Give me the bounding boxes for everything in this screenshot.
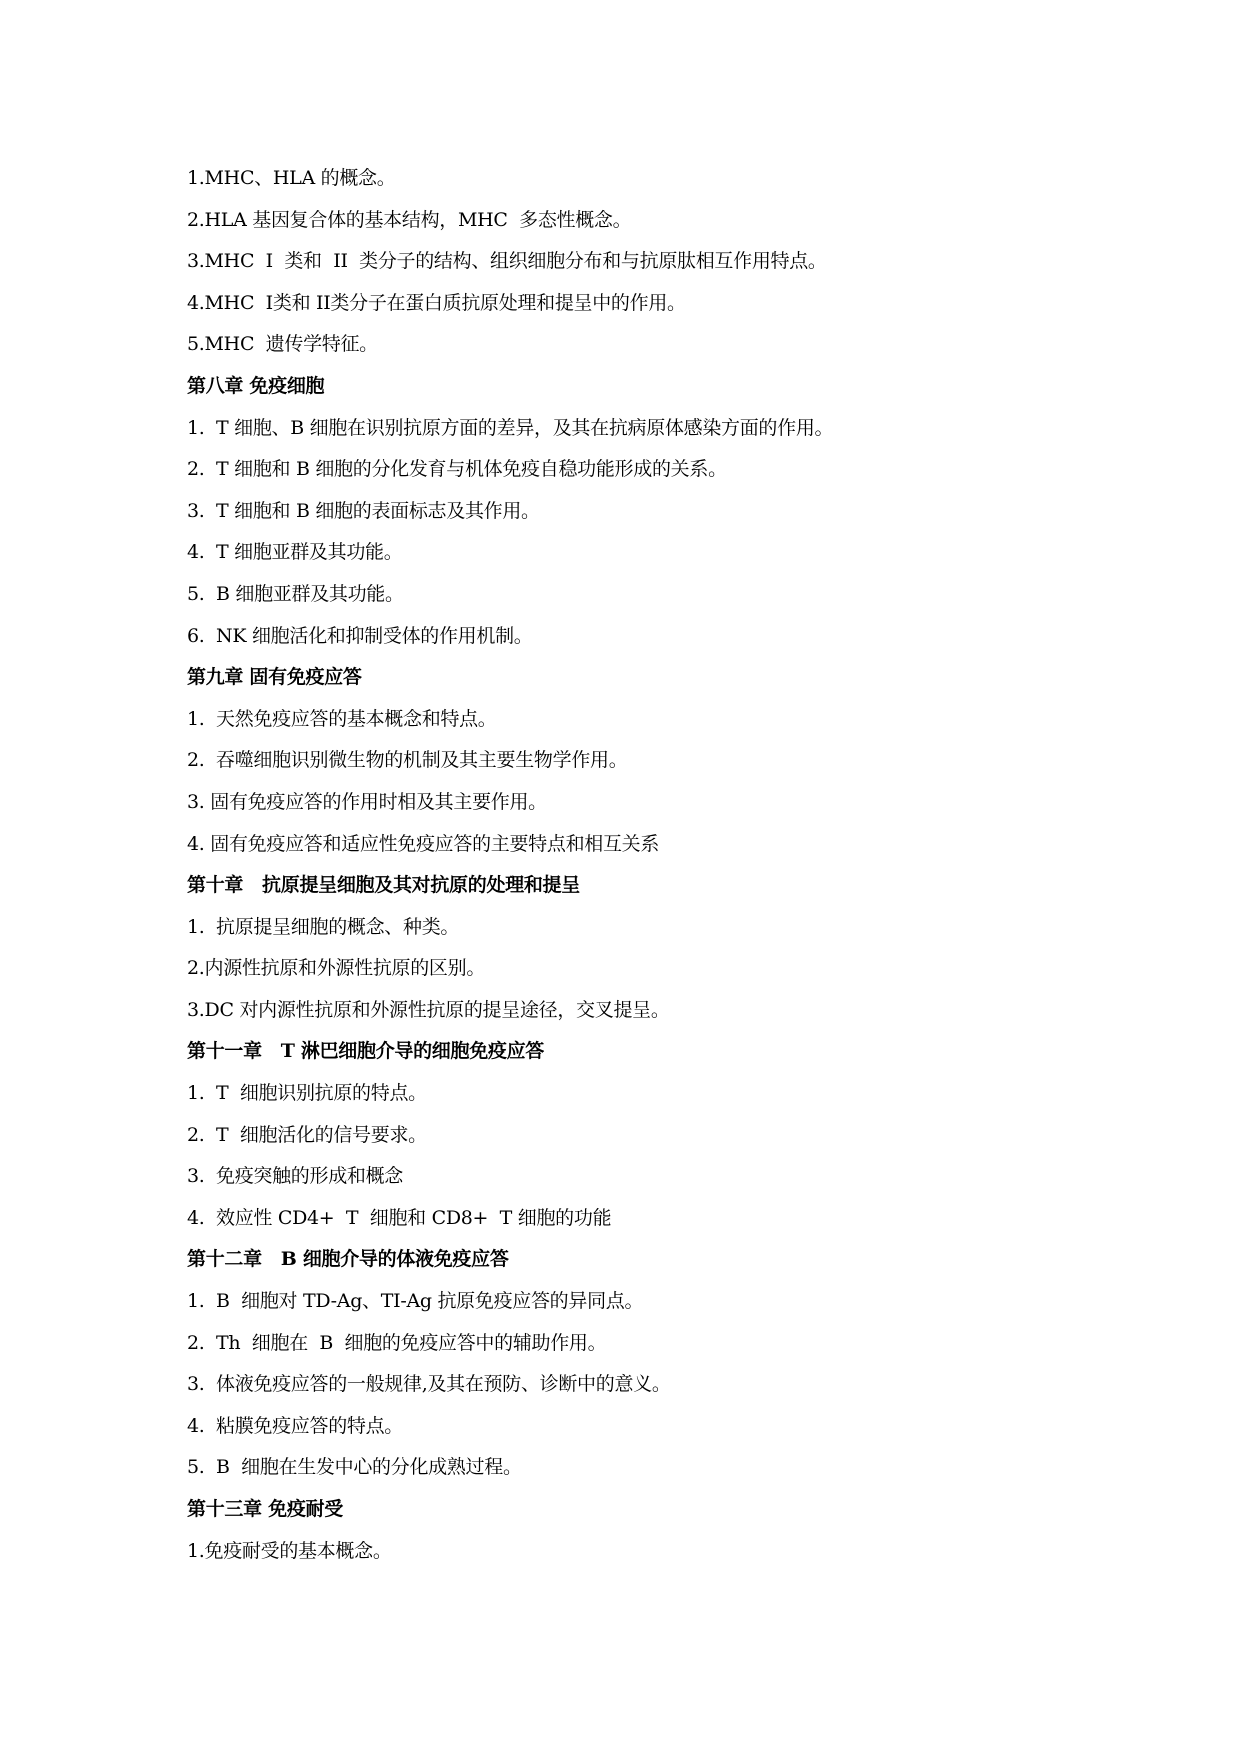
list-item: 1. T 细胞识别抗原的特点。 [187,1082,427,1105]
document-body [187,163,1147,1577]
list-item: 3. 免疫突触的形成和概念 [187,1165,404,1188]
list-item: 4. 粘膜免疫应答的特点。 [187,1414,404,1437]
list-item: 4. 效应性 CD4+ T 细胞和 CD8+ T 细胞的功能 [187,1206,612,1229]
list-item: 5. B 细胞在生发中心的分化成熟过程。 [187,1456,522,1479]
list-item: 1. 天然免疫应答的基本概念和特点。 [187,707,497,730]
list-item: 1.免疫耐受的基本概念。 [187,1539,392,1562]
chapter-heading: 第十章 抗原提呈细胞及其对抗原的处理和提呈 [187,874,580,897]
list-item: 2. T 细胞和 B 细胞的分化发育与机体免疫自稳功能形成的关系。 [187,458,727,481]
list-item: 2.内源性抗原和外源性抗原的区别。 [187,957,486,980]
list-item: 3.DC 对内源性抗原和外源性抗原的提呈途径，交叉提呈。 [187,998,670,1021]
list-item: 4. T 细胞亚群及其功能。 [187,541,403,564]
list-item: 3. T 细胞和 B 细胞的表面标志及其作用。 [187,499,540,522]
list-item: 4. 固有免疫应答和适应性免疫应答的主要特点和相互关系 [187,832,660,855]
list-item: 2. T 细胞活化的信号要求。 [187,1123,427,1146]
chapter-heading: 第十一章 T 淋巴细胞介导的细胞免疫应答 [187,1040,544,1063]
list-item: 2. Th 细胞在 B 细胞的免疫应答中的辅助作用。 [187,1331,607,1354]
list-item: 1. 抗原提呈细胞的概念、种类。 [187,915,460,938]
chapter-heading: 第九章 固有免疫应答 [187,666,362,689]
chapter-heading: 第十三章 免疫耐受 [187,1498,343,1520]
list-item: 3. 固有免疫应答的作用时相及其主要作用。 [187,790,547,813]
list-item: 2.HLA 基因复合体的基本结构，MHC 多态性概念。 [187,208,632,231]
list-item: 3.MHC I 类和 II 类分子的结构、组织细胞分布和与抗原肽相互作用特点。 [187,250,827,273]
list-item: 4.MHC I类和 II类分子在蛋白质抗原处理和提呈中的作用。 [187,291,686,314]
list-item: 1.MHC、HLA 的概念。 [187,167,396,189]
list-item: 6. NK 细胞活化和抑制受体的作用机制。 [187,624,533,647]
list-item: 3. 体液免疫应答的一般规律,及其在预防、诊断中的意义。 [187,1373,671,1396]
list-item: 5.MHC 遗传学特征。 [187,333,378,356]
list-item: 5. B 细胞亚群及其功能。 [187,582,404,605]
chapter-heading: 第八章 免疫细胞 [187,374,325,397]
list-item: 1. B 细胞对 TD-Ag、TI-Ag 抗原免疫应答的异同点。 [187,1290,644,1313]
list-item: 2. 吞噬细胞识别微生物的机制及其主要生物学作用。 [187,749,628,772]
chapter-heading: 第十二章 B 细胞介导的体液免疫应答 [187,1248,509,1271]
list-item: 1. T 细胞、B 细胞在识别抗原方面的差异，及其在抗病原体感染方面的作用。 [187,416,834,439]
